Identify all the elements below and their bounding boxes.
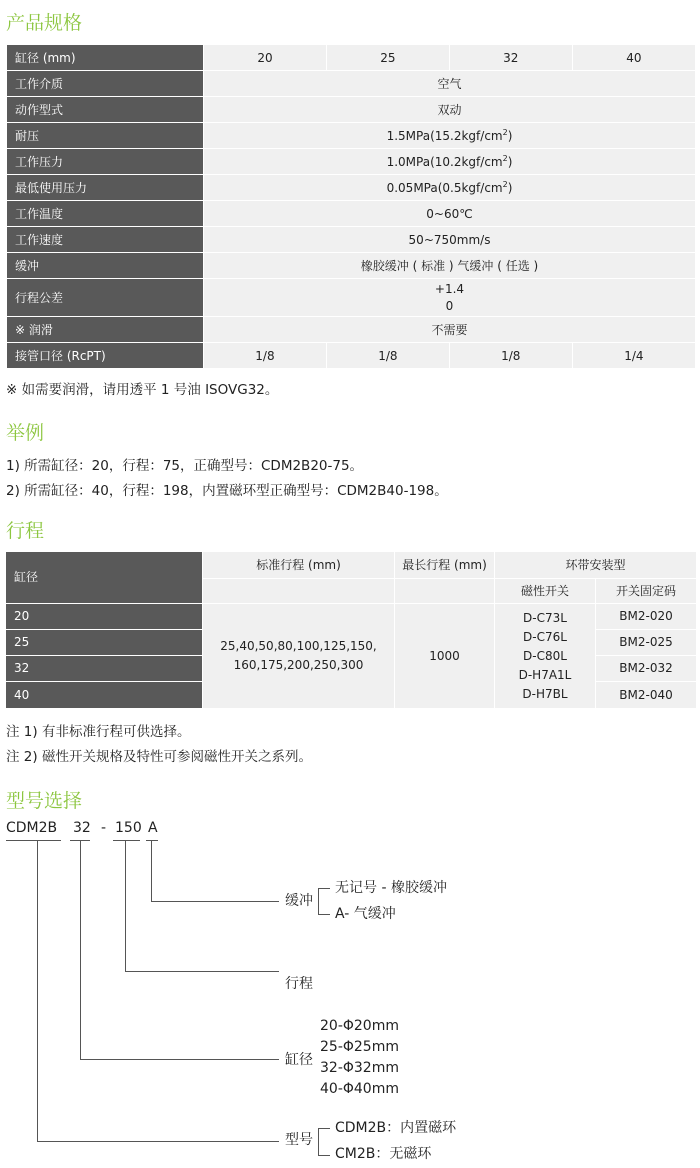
- spec-row-bore: [7, 45, 696, 71]
- code-underline: [146, 840, 158, 841]
- spec-row: [7, 201, 696, 227]
- stroke-code-cell: BM2-020: [596, 604, 696, 629]
- spec-label: 工作温度: [7, 201, 204, 227]
- stroke-note: 注 2) 磁性开关规格及特性可参阅磁性开关之系列。: [6, 749, 312, 765]
- spec-value: 空气: [204, 71, 696, 97]
- spec-label: 工作介质: [7, 71, 204, 97]
- spec-footnote: ※ 如需要润滑，请用透平 1 号油 ISOVG32。: [6, 382, 279, 398]
- stroke-max-value: 1000: [395, 604, 494, 708]
- spec-row: [7, 149, 696, 175]
- code-underline: [6, 840, 61, 841]
- stroke-bore-cell: 20: [6, 604, 202, 629]
- spec-port-cell: 1/4: [572, 343, 695, 369]
- spec-value: 橡胶缓冲 ( 标准 ) 气缓冲 ( 任选 ): [204, 253, 696, 279]
- spec-value: 双动: [204, 97, 696, 123]
- spec-row: [7, 97, 696, 123]
- example-line: 1) 所需缸径：20，行程：75，正确型号：CDM2B20-75。: [6, 458, 364, 474]
- code-stroke: 150: [115, 820, 142, 836]
- stroke-switch-list: [495, 604, 595, 708]
- code-underline: [113, 840, 140, 841]
- bracket-line: [318, 914, 330, 915]
- bracket-line: [318, 888, 330, 889]
- cushion-option: A- 气缓冲: [335, 906, 396, 922]
- stroke-note: 注 1) 有非标准行程可供选择。: [6, 724, 191, 740]
- leader-line: [37, 1141, 279, 1142]
- leader-line: [80, 1059, 279, 1060]
- spec-row: [7, 175, 696, 201]
- code-series: CDM2B: [6, 820, 58, 836]
- stroke-bore-cell: 40: [6, 682, 202, 708]
- switch-item: D-C73L: [523, 610, 567, 625]
- spec-label: 工作压力: [7, 149, 204, 175]
- spec-value: $0.05MPa(0.5kgf/cm^2)$: [204, 175, 696, 201]
- spec-value: $1.5MPa(15.2kgf/cm^2)$: [204, 123, 696, 149]
- spec-label: ※ 润滑: [7, 317, 204, 343]
- stroke-bore-header: 缸径: [6, 552, 202, 603]
- stroke-std-header: 标准行程 (mm): [203, 552, 394, 578]
- switch-item: D-C80L: [523, 648, 567, 663]
- type-option: CDM2B：内置磁环: [335, 1120, 457, 1136]
- stroke-band-header: 环带安装型: [495, 552, 696, 578]
- model-section-title: 型号选择: [6, 790, 83, 812]
- stroke-bore-cell: 25: [6, 630, 202, 655]
- stroke-max-header-blank: [395, 579, 494, 603]
- stroke-bore-cell: 32: [6, 656, 202, 681]
- switch-item: D-H7BL: [522, 686, 568, 701]
- bore-option: 20-Φ20mm: [320, 1018, 399, 1034]
- bore-option: 25-Φ25mm: [320, 1039, 399, 1055]
- bore-option: 40-Φ40mm: [320, 1081, 399, 1097]
- stroke-table: [6, 552, 696, 708]
- spec-value: 不需要: [204, 317, 696, 343]
- spec-bore-cell: 40: [572, 45, 695, 71]
- example-line: 2) 所需缸径：40，行程：198，内置磁环型正确型号：CDM2B40-198。: [6, 483, 448, 499]
- spec-value: 0~60℃: [204, 201, 696, 227]
- spec-label: 缓冲: [7, 253, 204, 279]
- spec-port-cell: 1/8: [204, 343, 327, 369]
- bracket-line: [318, 888, 319, 915]
- spec-label: 最低使用压力: [7, 175, 204, 201]
- stroke-code-header: 开关固定码: [596, 579, 696, 603]
- bracket-line: [318, 1155, 330, 1156]
- spec-section-title: 产品规格: [6, 12, 83, 34]
- cushion-option: 无记号 - 橡胶缓冲: [335, 880, 447, 896]
- stroke-max-header: 最长行程 (mm): [395, 552, 494, 578]
- leader-line: [151, 901, 279, 902]
- stroke-code-cell: BM2-025: [596, 630, 696, 655]
- spec-row: [7, 279, 696, 317]
- spec-value: +1.4 0: [204, 279, 696, 317]
- code-bore: 32: [73, 820, 91, 836]
- bore-label: 缸径: [285, 1052, 313, 1068]
- spec-bore-cell: 20: [204, 45, 327, 71]
- leader-line: [151, 840, 152, 902]
- spec-row: [7, 253, 696, 279]
- stroke-label: 行程: [285, 976, 313, 992]
- switch-item: D-C76L: [523, 629, 567, 644]
- stroke-section-title: 行程: [6, 520, 45, 542]
- switch-item: D-H7A1L: [518, 667, 572, 682]
- spec-bore-cell: 32: [449, 45, 572, 71]
- bore-option: 32-Φ32mm: [320, 1060, 399, 1076]
- spec-row: [7, 123, 696, 149]
- spec-row: [7, 227, 696, 253]
- spec-label: 行程公差: [7, 279, 204, 317]
- stroke-switch-header: 磁性开关: [495, 579, 595, 603]
- type-option: CM2B：无磁环: [335, 1146, 432, 1162]
- spec-value: 50~750mm/s: [204, 227, 696, 253]
- code-dash: -: [101, 820, 107, 836]
- type-label: 型号: [285, 1132, 313, 1148]
- spec-value: $1.0MPa(10.2kgf/cm^2)$: [204, 149, 696, 175]
- spec-label: 动作型式: [7, 97, 204, 123]
- leader-line: [125, 840, 126, 972]
- stroke-std-header-blank: [203, 579, 394, 603]
- leader-line: [80, 840, 81, 1060]
- leader-line: [125, 971, 279, 972]
- spec-label: 耐压: [7, 123, 204, 149]
- bracket-line: [318, 1128, 330, 1129]
- code-cushion: A: [148, 820, 158, 836]
- spec-label: 缸径 (mm): [7, 45, 204, 71]
- spec-label: 接管口径 (RcPT): [7, 343, 204, 369]
- spec-table: [6, 44, 696, 369]
- stroke-code-cell: BM2-040: [596, 682, 696, 708]
- spec-row: [7, 71, 696, 97]
- stroke-code-cell: BM2-032: [596, 656, 696, 681]
- stroke-std-values: 25,40,50,80,100,125,150, 160,175,200,250,300: [203, 604, 394, 708]
- spec-row-port: [7, 343, 696, 369]
- leader-line: [37, 840, 38, 1142]
- spec-label: 工作速度: [7, 227, 204, 253]
- cushion-label: 缓冲: [285, 893, 313, 909]
- example-section-title: 举例: [6, 422, 45, 444]
- spec-row: [7, 317, 696, 343]
- spec-bore-cell: 25: [326, 45, 449, 71]
- spec-port-cell: 1/8: [326, 343, 449, 369]
- spec-port-cell: 1/8: [449, 343, 572, 369]
- bracket-line: [318, 1128, 319, 1156]
